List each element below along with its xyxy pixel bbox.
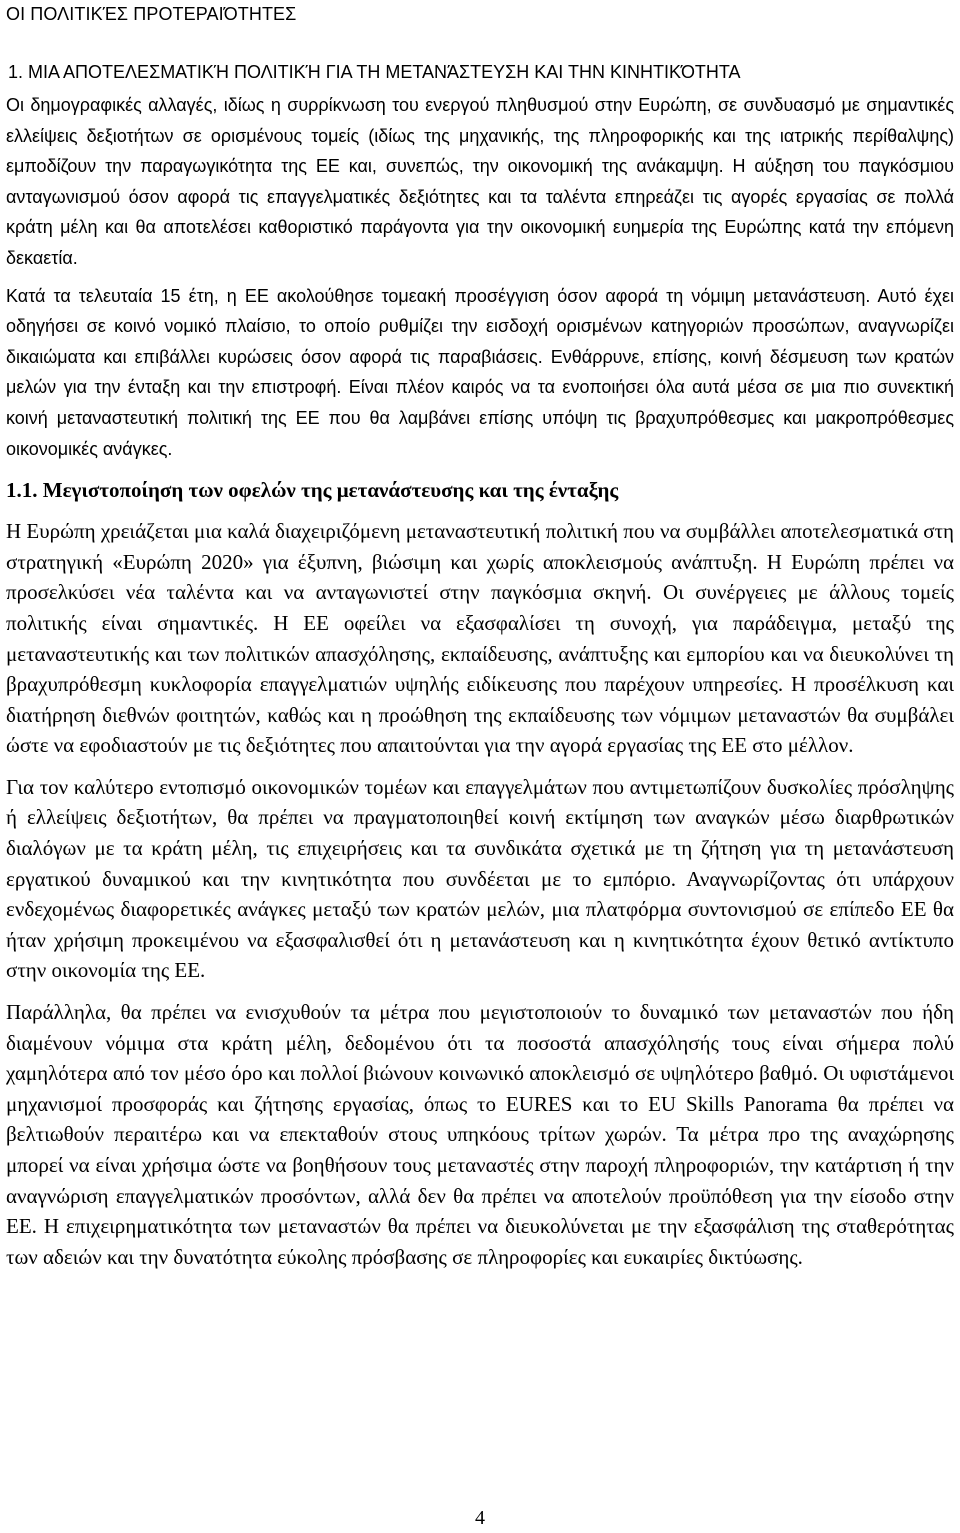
page-number: 4 <box>475 1507 485 1529</box>
paragraph-europe-2020: Η Ευρώπη χρειάζεται μια καλά διαχειριζόμενη μεταναστευτική πολιτική που να συμβάλλει αποτελεσματικά στη στρατηγική «Ευρώπη 2020» για έξυπνη, βιώσιμη και χωρίς αποκλεισμούς ανάπτυξη. Η Ευρώπη πρέπει να προσελκύσει νέα ταλέντα και να ανταγωνιστεί στην παγκόσμια σκηνή. Οι συνέργειες με άλλους τομείς πολιτικής είναι σημαντικές. Η ΕΕ οφείλει να εξασφαλίσει τη συνοχή, για παράδειγμα, μεταξύ της μεταναστευτικής και των πολιτικών απασχόλησης, εκπαίδευσης, ανάπτυξης και εμπορίου και να διευκολύνει τη βραχυπρόθεσμη κυκλοφορία επαγγελματιών υψηλής ειδίκευσης που παρέχουν υπηρεσίες. Η προσέλκυση και διατήρηση διεθνών φοιτητών, καθώς και η προώθηση της εκπαίδευσης των νόμιμων μεταναστών θα συμβάλει ώστε να εφοδιαστούν με τις δεξιότητες που απαιτούνται για την αγορά εργασίας της ΕΕ στο μέλλον. <box>6 519 954 758</box>
heading-text: Μεγιστοποίηση των οφελών της μετανάστευσης και της ένταξης <box>42 478 619 503</box>
paragraph-legal-migration: Κατά τα τελευταία 15 έτη, η ΕΕ ακολούθησε τομεακή προσέγγιση όσον αφορά τη νόμιμη μετανάστευση. Αυτό έχει οδηγήσει σε κοινό νομικό πλαίσιο, το οποίο ρυθμίζει την εισδοχή ορισμένων κατηγοριών προσώπων, αναγνωρίζει δικαιώματα και επιβάλλει κυρώσεις όσον αφορά τις παραβιάσεις. Ενθάρρυνε, επίσης, κοινή δέσμευση των κρατών μελών για την ένταξη και την επιστροφή. Είναι πλέον καιρός να τα ενοποιήσει όλα αυτά μέσα σε μια πιο συνεκτική κοινή μεταναστευτική πολιτική της ΕΕ που θα λαμβάνει επίσης υπόψη τις βραχυπρόθεσμες και μακροπρόθεσμες οικονομικές ανάγκες. <box>6 285 954 459</box>
document-page <box>6 0 954 1272</box>
paragraph-demographics: Οι δημογραφικές αλλαγές, ιδίως η συρρίκνωση του ενεργού πληθυσμού στην Ευρώπη, σε συνδυασμό με σημαντικές ελλείψεις δεξιοτήτων σε ορισμένους τομείς (ιδίως της μηχανικής, της πληροφορικής και της ιατρικής περίθαλψης) εμποδίζουν την παραγωγικότητα της ΕΕ και, συνεπώς, την οικονομική της ανάκαμψη. Η αύξηση του παγκόσμιου ανταγωνισμού όσον αφορά τις επαγγελματικές δεξιότητες και τα ταλέντα επηρεάζει τις αγορές εργασίας σε πολλά κράτη μέλη και θα αποτελέσει καθοριστικό παράγοντα για την οικονομική ευημερία της Ευρώπης κατά την επόμενη δεκαετία. <box>6 95 954 268</box>
heading-number: 1.1. <box>6 478 43 503</box>
paragraph-migrant-potential: Παράλληλα, θα πρέπει να ενισχυθούν τα μέτρα που μεγιστοποιούν το δυναμικό των μεταναστών που ήδη διαμένουν νόμιμα στα κράτη μέλη, δεδομένου ότι τα ποσοστά απασχόλησής τους είναι σήμερα πολύ χαμηλότερα από τον μέσο όρο και πολλοί βιώνουν κοινωνικό αποκλεισμό σε υψηλότερο βαθμό. Οι υφιστάμενοι μηχανισμοί προσφοράς και ζήτησης εργασίας, όπως το EURES και το EU Skills Panorama θα πρέπει να βελτιωθούν περαιτέρω και να επεκταθούν στους υπηκόους τρίτων χωρών. Τα μέτρα προ της αναχώρησης μπορεί να είναι χρήσιμα ώστε να βοηθήσουν τους μεταναστές στην παροχή πληροφοριών, την κατάρτιση ή την αναγνώριση επαγγελματικών προσόντων, αλλά δεν θα πρέπει να αποτελούν προϋπόθεση για την είσοδο στην ΕΕ. Η επιχειρηματικότητα των μεταναστών θα πρέπει να διευκολύνεται με την εξασφάλιση της σταθερότητας των αδειών και την δυνατότητα εύκολης πρόσβασης σε πληροφορίες και ευκαιρίες δικτύωσης. <box>6 1000 954 1269</box>
section-title: ΟΙ ΠΟΛΙΤΙΚΈΣ ΠΡΟΤΕΡΑΙΌΤΗΤΕΣ <box>6 4 297 24</box>
subsection-title: 1. ΜΙΑ ΑΠΟΤΕΛΕΣΜΑΤΙΚΉ ΠΟΛΙΤΙΚΉ ΓΙΑ ΤΗ ΜΕΤΑΝΆΣΤΕΥΣΗ ΚΑΙ ΤΗΝ ΚΙΝΗΤΙΚΌΤΗΤΑ <box>8 62 741 82</box>
heading-maximising-benefits <box>6 475 954 505</box>
paragraph-needs-assessment: Για τον καλύτερο εντοπισμό οικονομικών τομέων και επαγγελμάτων που αντιμετωπίζουν δυσκολίες πρόσληψης ή ελλείψεις δεξιοτήτων, θα πρέπει να πραγματοποιηθεί κοινή εκτίμηση των αναγκών μέσω διαρθρωτικών διαλόγων με τα κράτη μέλη, τις επιχειρήσεις και τα συνδικάτα σχετικά με τη ζήτηση για τη μετανάστευση εργατικού δυναμικού και την κινητικότητα που συνδέεται με το εμπόριο. Αναγνωρίζοντας ότι υπάρχουν ενδεχομένως διαφορετικές ανάγκες μεταξύ των κρατών μελών, μια πλατφόρμα συντονισμού σε επίπεδο ΕΕ θα ήταν χρήσιμη προκειμένου να εξασφαλισθεί ότι η μετανάστευση και η κινητικότητα έχουν θετικό αντίκτυπο στην οικονομία της ΕΕ. <box>6 774 954 983</box>
